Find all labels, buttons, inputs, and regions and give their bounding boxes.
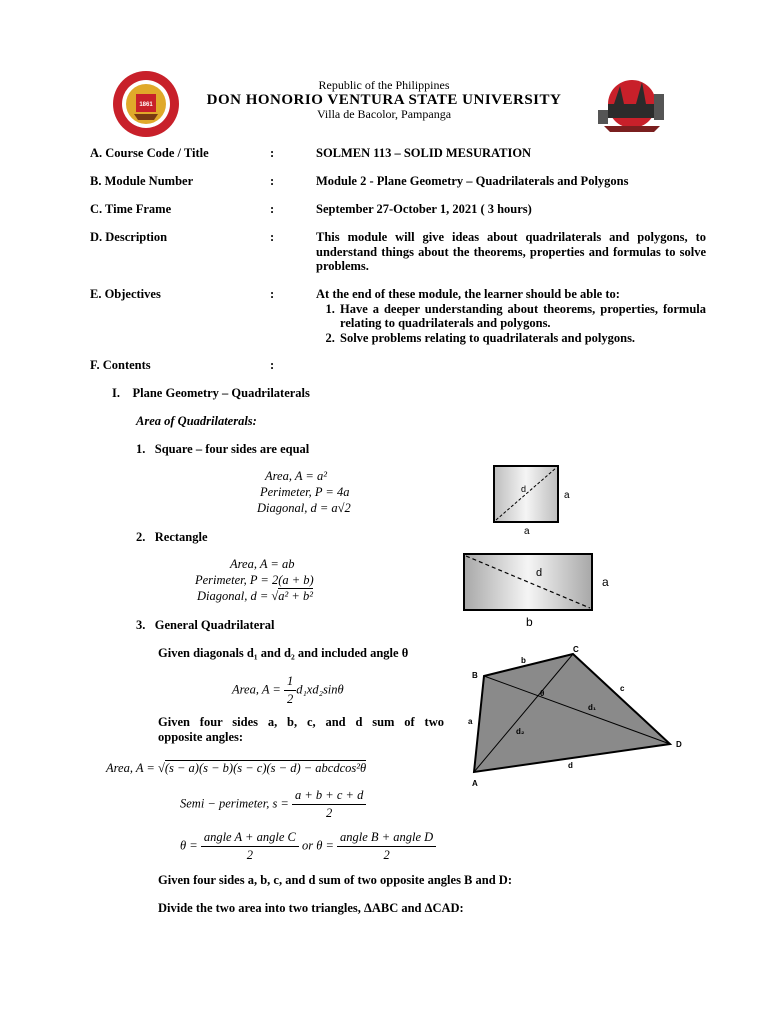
module-label: B. Module Number [90,174,194,188]
objective-item: 1. Have a deeper understanding about theorems, properties, formula relating to quadrilaterals and polygons. [338,302,706,331]
diag-d2-label: d₂ [516,727,525,736]
objective-item: 2. Solve problems relating to quadrilaterals and polygons. [338,331,706,346]
obj-intro: At the end of these module, the learner should be able to: [316,287,620,301]
module-colon: : [270,174,275,188]
objectives-block [316,287,706,345]
half-den: 2 [286,692,294,706]
rect-fig-b: b [526,615,533,629]
side-d-label: d [568,761,573,770]
half-num: 1 [284,674,296,691]
bret-radicand: (s − a)(s − b)(s − c)(s − d) − abcdcos²θ [164,761,367,775]
desc-colon: : [270,230,275,244]
angle-theta-label: θ [540,689,545,698]
obj-label: E. Objectives [90,287,161,301]
desc-label: D. Description [90,230,168,244]
vertex-C: C [573,645,579,654]
module-value: Module 2 - Plane Geometry – Quadrilaterals and Polygons [316,174,629,188]
header-university: DON HONORIO VENTURA STATE UNIVERSITY [206,92,562,108]
bret-left: Area, A = [106,761,158,775]
general-area-formula [232,674,344,707]
sqrt-sign: √ [157,761,165,775]
square-fig-d: d [521,484,527,494]
time-value: September 27-October 1, 2021 ( 3 hours) [316,202,532,216]
semi-num: a + b + c + d [292,788,366,805]
section-subheading: Area of Quadrilaterals: [136,414,257,428]
square-fig-a-bottom: a [524,526,530,537]
area-left: Area, A = [232,682,284,697]
rect-diag-left: Diagonal, d = [197,589,272,603]
theta-or: or θ = [298,838,338,853]
rectangle-title: 2. Rectangle [136,530,208,544]
side-c-label: c [620,684,625,693]
vertex-D: D [676,740,682,749]
square-title: 1. Square – four sides are equal [136,442,310,456]
vertex-B: B [472,671,478,680]
general-title: 3. General Quadrilateral [136,618,275,632]
rect-fig-d: d [536,567,543,579]
side-b-label: b [521,656,526,665]
rectangle-area-formula: Area, A = ab [230,557,295,571]
theta-den-2: 2 [383,848,390,862]
square-figure [488,462,578,542]
sqrt-sign: √ [271,589,279,603]
time-label: C. Time Frame [90,202,172,216]
theta-fraction-1 [201,830,299,863]
header-location: Villa de Bacolor, Pampanga [316,107,452,121]
course-label: A. Course Code / Title [90,146,209,160]
divide-text: Divide the two area into two triangles, ΔABC and ΔCAD: [158,901,464,915]
section-heading: I. Plane Geometry – Quadrilaterals [112,386,310,400]
given-sides-line2: opposite angles: [158,730,244,744]
rect-diag-radicand: a² + b² [278,589,313,603]
square-fig-a-side: a [564,490,570,501]
desc-value: This module will give ideas about quadrilaterals and polygons, to understand things about the theorems, properties and formulas to solve problems. [316,230,706,273]
theta-num-2: angle B + angle D [337,830,436,847]
time-colon: : [270,202,275,216]
side-a-label: a [468,717,473,726]
theta-fraction-2 [337,830,436,863]
contents-colon: : [270,358,275,372]
quadrilateral-figure [456,636,706,792]
course-colon: : [270,146,275,160]
square-perimeter-formula: Perimeter, P = 4a [260,485,350,499]
rectangle-diagonal-formula [197,589,313,604]
semi-perimeter-formula [180,788,366,821]
semi-left: Semi − perimeter, s = [180,796,292,811]
given-bd-text: Given four sides a, b, c, and d sum of two opposite angles B and D: [158,873,512,887]
theta-den-1: 2 [246,848,253,862]
course-value: SOLMEN 113 – SOLID MESURATION [316,146,532,160]
rect-fig-a: a [602,575,609,589]
rectangle-perimeter-formula: Perimeter, P = 2(a + b) [195,573,314,587]
semi-fraction [292,788,366,821]
contents-label: F. Contents [90,358,151,372]
theta-left: θ = [180,838,201,853]
rectangle-figure [456,550,616,630]
given-diagonals-text: Given diagonals d₁ and d₂ and included angle θ [158,646,409,660]
semi-den: 2 [326,806,333,820]
diag-d1-label: d₁ [588,703,597,712]
given-sides-line1: Given four sides a, b, c, and d sum of two [158,715,444,729]
area-right: d₁xd₂sinθ [296,682,344,697]
header-republic: Republic of the Philippines [318,78,450,92]
obj-colon: : [270,287,275,301]
seal-year: 1861 [139,102,153,108]
objectives-list [316,302,706,346]
half-fraction [284,674,296,707]
bretschneider-formula [106,761,366,776]
vertex-A: A [472,779,478,788]
theta-formula [180,830,436,863]
square-diagonal-formula: Diagonal, d = a√2 [257,501,351,515]
square-area-formula: Area, A = a² [265,469,327,483]
theta-num-1: angle A + angle C [201,830,299,847]
